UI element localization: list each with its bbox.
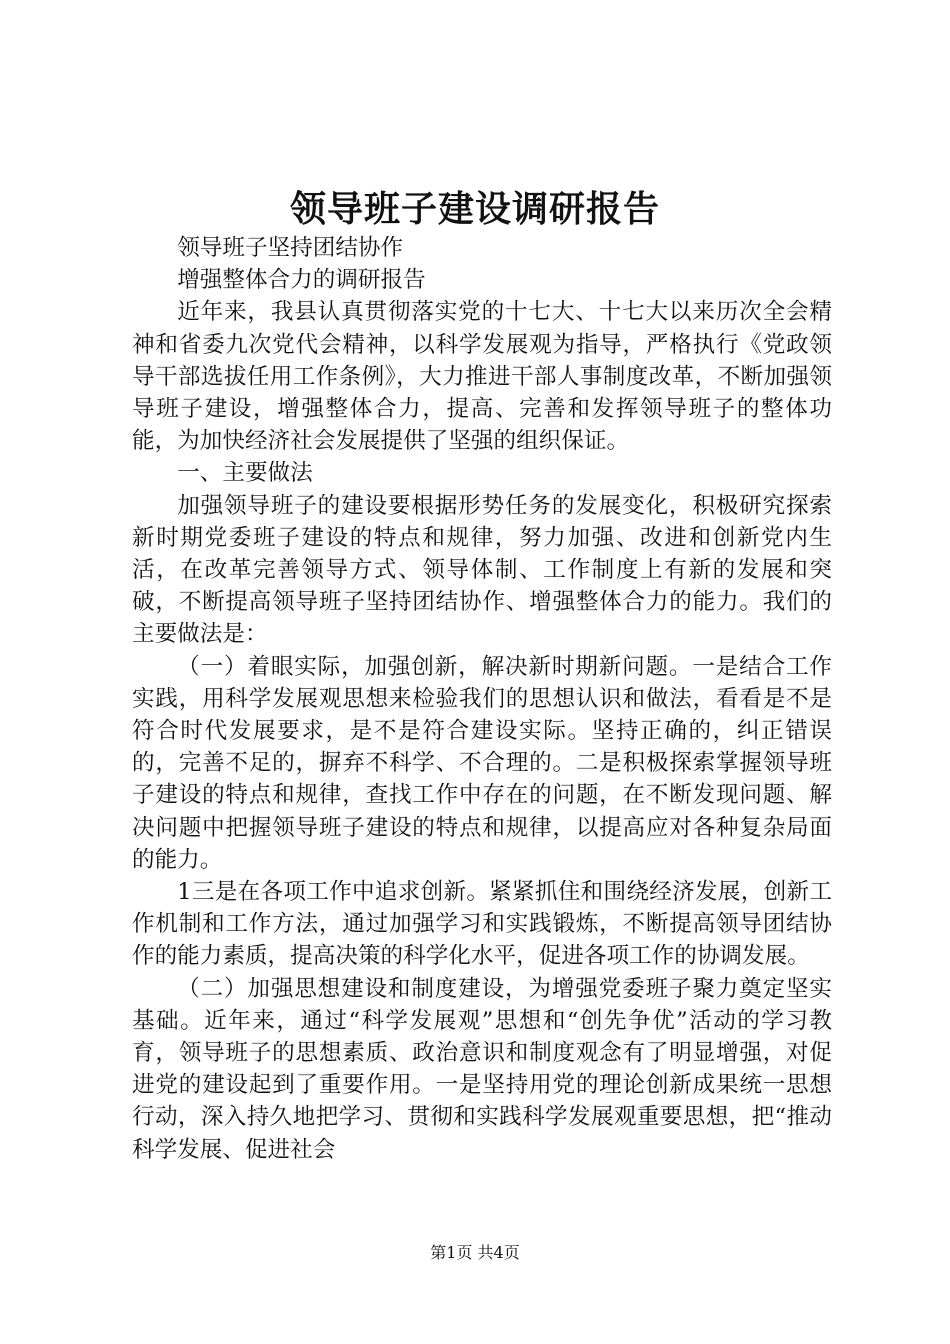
page-footer: 第1页 共4页 bbox=[430, 1243, 520, 1262]
body-paragraph: （二）加强思想建设和制度建设，为增强党委班子聚力奠定坚实基础。近年来，通过“科学发展观”思想和“创先争优”活动的学习教育，领导班子的思想素质、政治意识和制度观念有了明显增强，对促进党的建设起到了重要作用。一是坚持用党的理论创新成果统一思想行动，深入持久地把学习、贯彻和实践科学发展观重要思想，把“推动科学发展、促进社会 bbox=[132, 975, 832, 1163]
body-paragraph: （一）着眼实际，加强创新，解决新时期新问题。一是结合工作实践，用科学发展观思想来检验我们的思想认识和做法，看看是不是符合时代发展要求，是不是符合建设实际。坚持正确的，纠正错误的，完善不足的，摒弃不科学、不合理的。二是积极探索掌握领导班子建设的特点和规律，查找工作中存在的问题，在不断发现问题、解决问题中把握领导班子建设的特点和规律，以提高应对各种复杂局面的能力。 bbox=[132, 653, 832, 873]
section-heading: 一、主要做法 bbox=[177, 460, 313, 487]
body-paragraph: 1三是在各项工作中追求创新。紧紧抓住和围绕经济发展，创新工作机制和工作方法，通过加强学习和实践锻炼，不断提高领导团结协作的能力素质，提高决策的科学化水平，促进各项工作的协调发展。 bbox=[132, 879, 832, 970]
body-paragraph: 近年来，我县认真贯彻落实党的十七大、十七大以来历次全会精神和省委九次党代会精神，以科学发展观为指导，严格执行《党政领导干部选拔任用工作条例》，大力推进干部人事制度改革，不断加强领导班子建设，增强整体合力，提高、完善和发挥领导班子的整体功能，为加快经济社会发展提供了坚强的组织保证。 bbox=[132, 299, 832, 455]
document-body bbox=[132, 232, 832, 1166]
subtitle-line-1: 领导班子坚持团结协作 bbox=[177, 235, 404, 261]
body-paragraph: 加强领导班子的建设要根据形势任务的发展变化，积极研究探索新时期党委班子建设的特点和规律，努力加强、改进和创新党内生活，在改革完善领导方式、领导体制、工作制度上有新的发展和突破，不断提高领导班子坚持团结协作、增强整体合力的能力。我们的主要做法是： bbox=[132, 492, 832, 648]
subtitle-line-2: 增强整体合力的调研报告 bbox=[177, 267, 426, 294]
document-title: 领导班子建设调研报告 bbox=[289, 188, 660, 230]
